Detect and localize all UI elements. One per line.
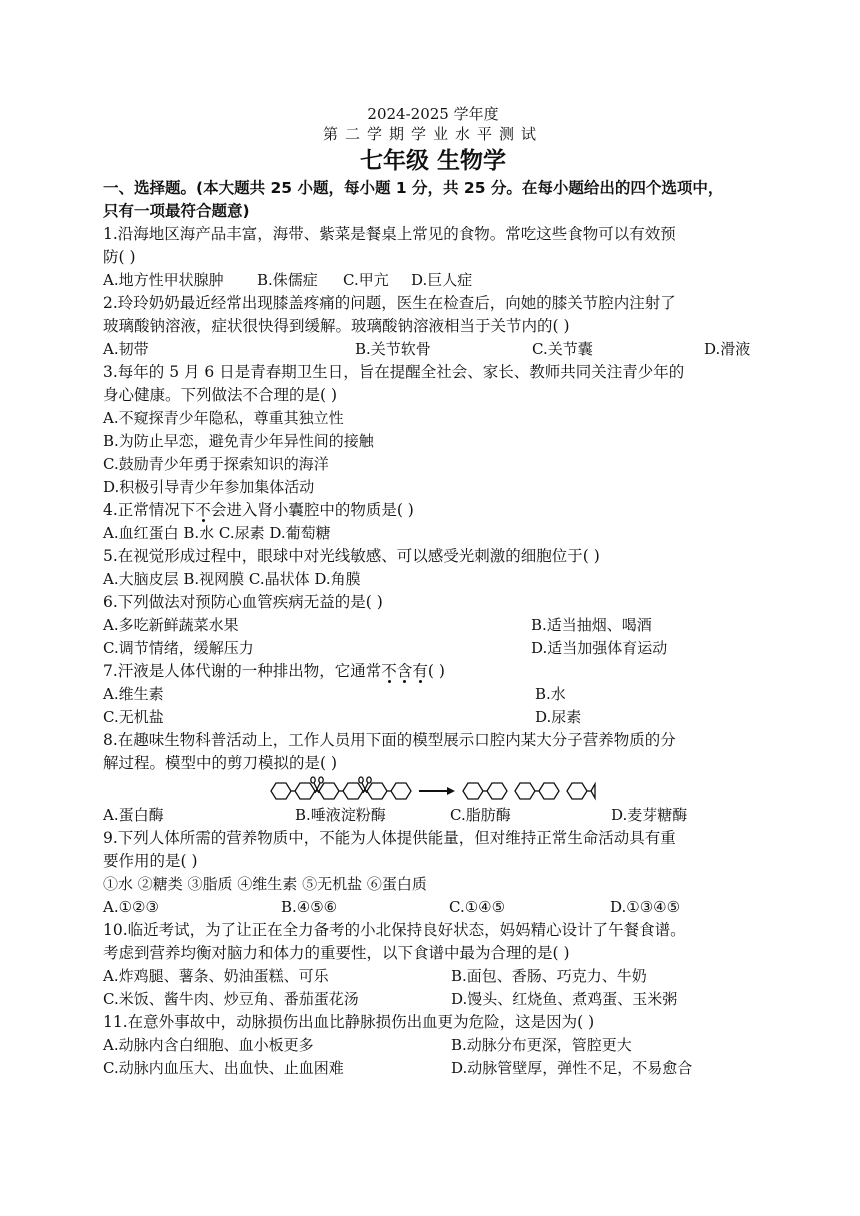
option-a[interactable]: A.蛋白酶 [103,806,164,824]
question-10: 10.临近考试，为了让正在全力备考的小北保持良好状态，妈妈精心设计了午餐食谱。 考虑到营养均衡对脑力和体力的重要性，以下食谱中最为合理的是( ) A.炸鸡腿、薯条、奶油蛋糕、可乐 B.面包、香肠、巧克力、牛奶 C.米饭、酱牛肉、炒豆角、番茄蛋花汤 D.馒头、红烧鱼、煮鸡蛋、玉米粥 [103,919,763,1011]
option-c[interactable]: C.关节囊 [532,340,593,358]
q1-options [103,269,763,292]
option-d[interactable]: D.馒头、红烧鱼、煮鸡蛋、玉米粥 [451,990,678,1008]
option-a[interactable]: A.维生素 [103,685,164,703]
option-a[interactable]: A.地方性甲状腺肿 [103,271,224,289]
option-d[interactable]: D.①③④⑤ [610,898,681,916]
option-d[interactable]: D.巨人症 [411,271,473,289]
option-b[interactable]: B.水 [535,685,566,703]
option-b[interactable]: B.适当抽烟、喝酒 [531,616,652,634]
question-9: 9.下列人体所需的营养物质中，不能为人体提供能量，但对维持正常生命活动具有重 要作用的是( ) ①水 ②糖类 ③脂质 ④维生素 ⑤无机盐 ⑥蛋白质 A.①②③ B.④⑤⑥ C.①④⑤ D.①③④⑤ [103,827,763,919]
option-c[interactable]: C.调节情绪，缓解压力 [103,639,254,657]
option-b[interactable]: B.面包、香肠、巧克力、牛奶 [451,967,647,985]
section-heading: 一、选择题。(本大题共 25 小题，每小题 1 分，共 25 分。在每小题给出的四个选项中， 只有一项最符合题意) [103,179,724,220]
q2-options [103,338,763,361]
exam-name: 第二学期学业水平测试 [322,125,543,143]
option-a[interactable]: A.不窥探青少年隐私，尊重其独立性 [103,409,344,427]
option-d[interactable]: D.积极引导青少年参加集体活动 [103,478,315,496]
option-a[interactable]: A.多吃新鲜蔬菜水果 [103,616,239,634]
option-a[interactable]: A.韧带 [103,340,149,358]
question-1: 1.沿海地区海产品丰富，海带、紫菜是餐桌上常见的食物。常吃这些食物可以有效预 防( ) A.地方性甲状腺肿 B.侏儒症 C.甲亢 D.巨人症 [103,223,763,292]
question-7: 7.汗液是人体代谢的一种排出物，它通常不含有( ) A.维生素 B.水 C.无机盐 D.尿素 [103,660,763,729]
option-c[interactable]: C.动脉内血压大、出血快、止血困难 [103,1059,344,1077]
question-3: 3.每年的 5 月 6 日是青春期卫生日，旨在提醒全社会、家长、教师共同关注青少年的 身心健康。下列做法不合理的是( ) A.不窥探青少年隐私，尊重其独立性 B.为防止早恋，避免青少年异性间的接触 C.鼓励青少年勇于探索知识的海洋 D.积极引导青少年参加集体活动 [103,361,763,499]
question-2: 2.玲玲奶奶最近经常出现膝盖疼痛的问题，医生在检查后，向她的膝关节腔内注射了 玻璃酸钠溶液，症状很快得到缓解。玻璃酸钠溶液相当于关节内的( ) A.韧带 B.关节软骨 C.关节囊 D.滑液 [103,292,763,361]
option-b[interactable]: B.动脉分布更深，管腔更大 [451,1036,632,1054]
option-a[interactable]: A.①②③ [103,898,159,916]
option-c[interactable]: C.鼓励青少年勇于探索知识的海洋 [103,455,329,473]
q5-options[interactable]: A.大脑皮层 B.视网膜 C.晶状体 D.角膜 [103,570,361,588]
emphasis-dot: 有 [412,662,428,680]
molecule-model-diagram [267,776,597,806]
question-5: 5.在视觉形成过程中，眼球中对光线敏感、可以感受光刺激的细胞位于( ) A.大脑皮层 B.视网膜 C.晶状体 D.角膜 [103,545,763,591]
option-c[interactable]: C.①④⑤ [449,898,506,916]
exam-title: 七年级 生物学 [359,148,506,174]
emphasis-dot: 不 [381,662,397,680]
question-8: 8.在趣味生物科普活动上，工作人员用下面的模型展示口腔内某大分子营养物质的分 解过程。模型中的剪刀模拟的是( ) A.蛋白酶 B.唾液淀粉酶 C.脂肪酶 D.麦芽糖酶 [103,729,763,827]
question-4: 4.正常情况下不会进入肾小囊腔中的物质是( ) A.血红蛋白 B.水 C.尿素 D.葡萄糖 [103,499,763,545]
option-c[interactable]: C.无机盐 [103,708,164,726]
option-d[interactable]: D.麦芽糖酶 [611,806,688,824]
option-a[interactable]: A.动脉内含白细胞、血小板更多 [103,1036,314,1054]
emphasis-dot: 含 [396,662,413,680]
exam-year: 2024-2025 学年度 [367,105,499,123]
emphasis-dot: 不 [195,501,211,519]
option-d[interactable]: D.滑液 [704,340,751,358]
option-b[interactable]: B.唾液淀粉酶 [295,806,386,824]
q4-options[interactable]: A.血红蛋白 B.水 C.尿素 D.葡萄糖 [103,524,331,542]
option-b[interactable]: B.侏儒症 [257,271,318,289]
option-c[interactable]: C.米饭、酱牛肉、炒豆角、番茄蛋花汤 [103,990,359,1008]
option-b[interactable]: B.④⑤⑥ [281,898,338,916]
option-a[interactable]: A.炸鸡腿、薯条、奶油蛋糕、可乐 [103,967,329,985]
q9-items: ①水 ②糖类 ③脂质 ④维生素 ⑤无机盐 ⑥蛋白质 [103,875,427,893]
question-6: 6.下列做法对预防心血管疾病无益的是( ) A.多吃新鲜蔬菜水果 B.适当抽烟、喝酒 C.调节情绪，缓解压力 D.适当加强体育运动 [103,591,763,660]
option-d[interactable]: D.动脉管壁厚，弹性不足，不易愈合 [451,1059,693,1077]
digestion-model-figure [103,778,763,804]
option-c[interactable]: C.甲亢 [343,271,389,289]
option-b[interactable]: B.关节软骨 [355,340,431,358]
question-11: 11.在意外事故中，动脉损伤出血比静脉损伤出血更为危险，这是因为( ) A.动脉内含白细胞、血小板更多 B.动脉分布更深，管腔更大 C.动脉内血压大、出血快、止血困难 D.动脉管壁厚，弹性不足，不易愈合 [103,1011,763,1080]
option-c[interactable]: C.脂肪酶 [450,806,511,824]
option-d[interactable]: D.尿素 [535,708,582,726]
option-d[interactable]: D.适当加强体育运动 [531,639,668,657]
option-b[interactable]: B.为防止早恋，避免青少年异性间的接触 [103,432,374,450]
exam-page [103,104,763,1080]
